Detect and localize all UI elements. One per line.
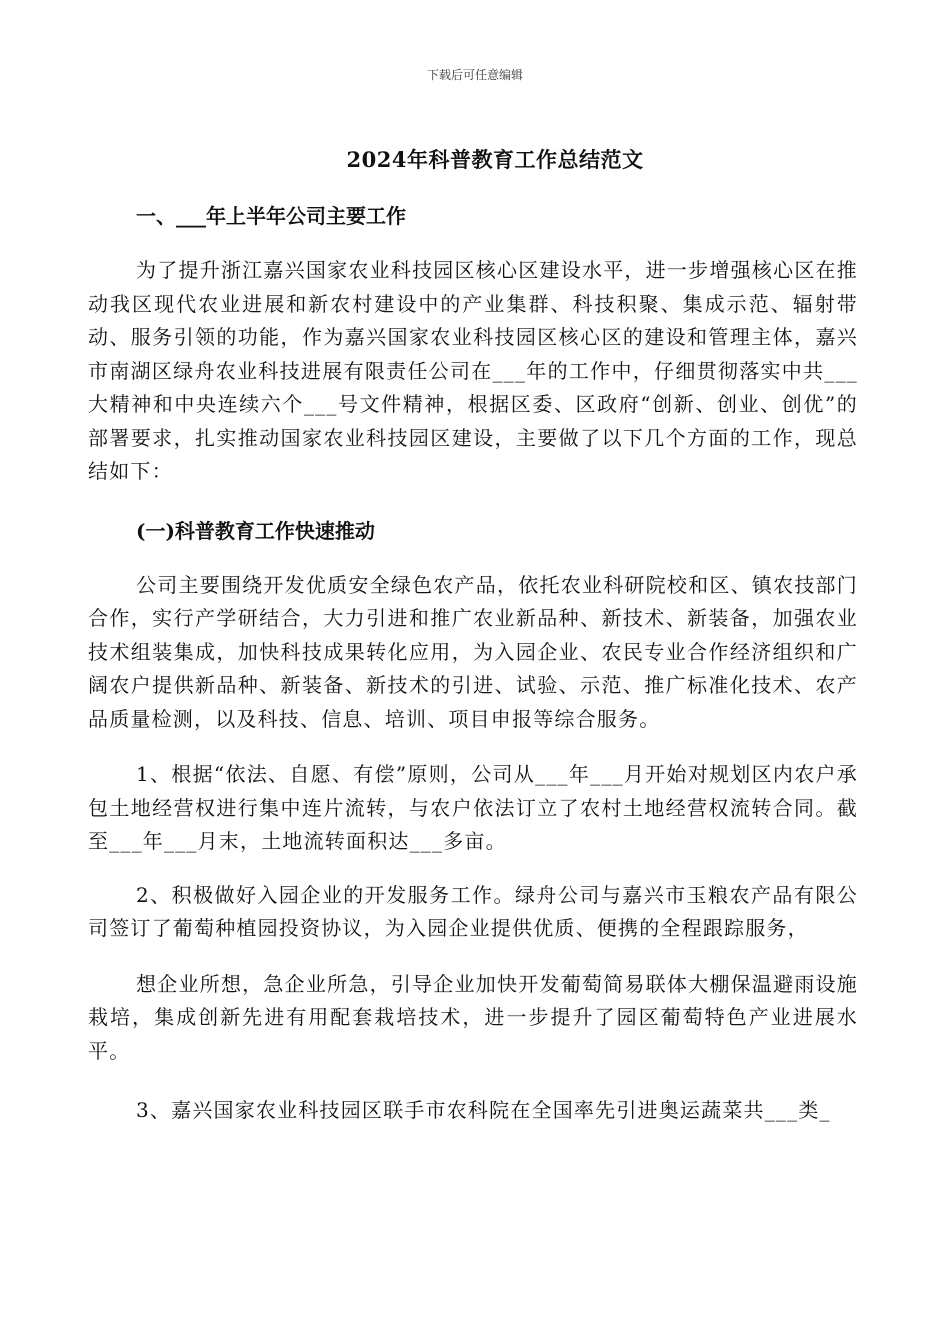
list-item-land-transfer: 1、根据“依法、自愿、有偿”原则，公司从___年___月开始对规划区内农户承包土地经营权进行集中连片流转，与农户依法订立了农村土地经营权流转合同。截至___年___月末，土地流转面积达___多亩。 xyxy=(88,762,858,853)
company-services-paragraph: 公司主要围绕开发优质安全绿色农产品，依托农业科研院校和区、镇农技部门合作，实行产学研结合，大力引进和推广农业新品种、新技术、新装备，加强农业技术组装集成，加快科技成果转化应用，为入园企业、农民专业合作经济组织和广阔农户提供新品种、新装备、新技术的引进、试验、示范、推广标准化技术、农产品质量检测，以及科技、信息、培训、项目申报等综合服务。 xyxy=(88,572,858,731)
document-title: 2024年科普教育工作总结范文 xyxy=(346,147,644,172)
subsection-heading-science-education: (一)科普教育工作快速推动 xyxy=(136,518,375,543)
list-item-enterprise-service-continued: 想企业所想，急企业所急，引导企业加快开发葡萄简易联体大棚保温避雨设施栽培，集成创新先进有用配套栽培技术，进一步提升了园区葡萄特色产业进展水平。 xyxy=(88,971,858,1063)
section-heading-first-half-year: 一、___年上半年公司主要工作 xyxy=(136,204,406,228)
intro-paragraph: 为了提升浙江嘉兴国家农业科技园区核心区建设水平，进一步增强核心区在推动我区现代农业进展和新农村建设中的产业集群、科技积聚、集成示范、辐射带动、服务引领的功能，作为嘉兴国家农业科技园区核心区的建设和管理主体，嘉兴市南湖区绿舟农业科技进展有限责任公司在___年的工作中，仔细贯彻落实中共___大精神和中央连续六个___号文件精神，根据区委、区政府“创新、创业、创优”的部署要求，扎实推动国家农业科技园区建设，主要做了以下几个方面的工作，现总结如下： xyxy=(88,258,858,483)
document-body xyxy=(88,200,858,1128)
header-note: 下载后可任意编辑 xyxy=(426,68,523,82)
list-item-enterprise-service: 2、积极做好入园企业的开发服务工作。绿舟公司与嘉兴市玉粮农产品有限公司签订了葡萄种植园投资协议，为入园企业提供优质、便携的全程跟踪服务， xyxy=(88,882,858,940)
list-item-olympic-vegetables: 3、嘉兴国家农业科技园区联手市农科院在全国率先引进奥运蔬菜共___类_ xyxy=(136,1098,831,1122)
